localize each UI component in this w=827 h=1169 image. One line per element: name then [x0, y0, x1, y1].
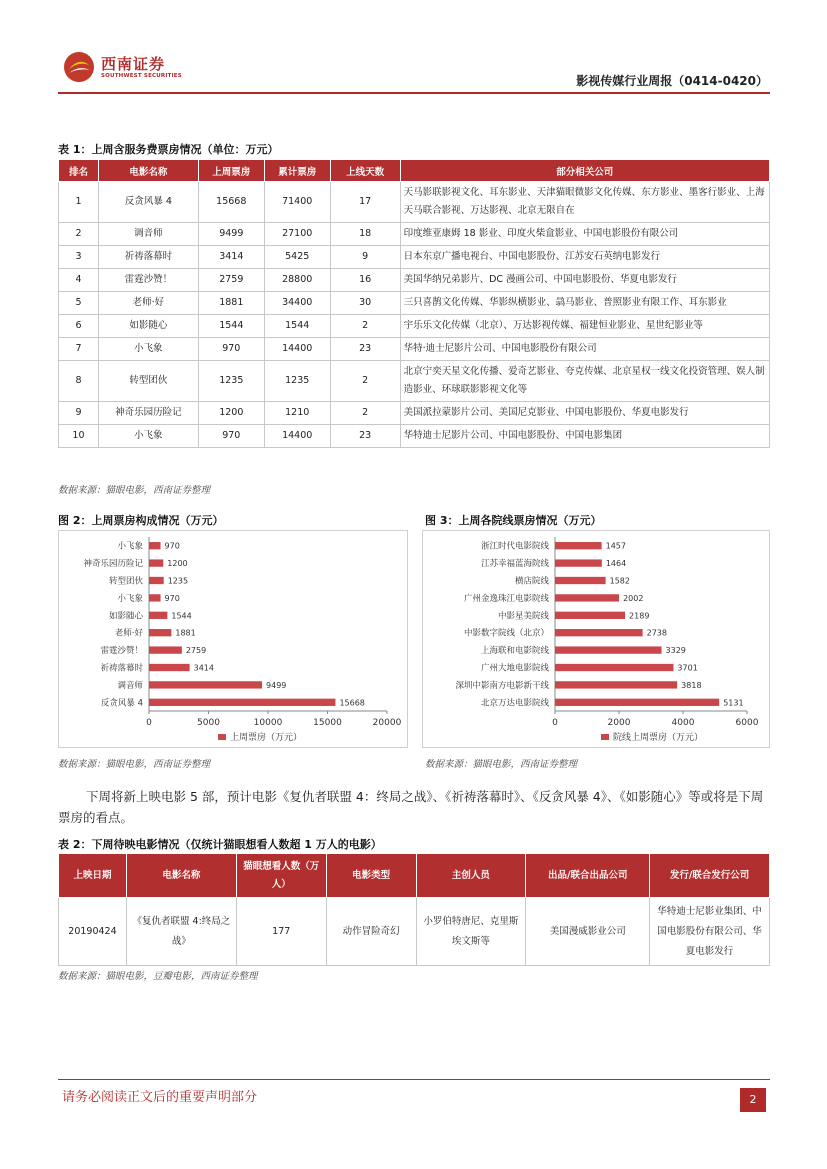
bar [555, 594, 619, 601]
data-label: 3329 [665, 646, 686, 656]
table2-header-cell: 电影类型 [326, 854, 416, 898]
bar [555, 559, 602, 566]
table1-cell: 8 [59, 361, 99, 402]
table1-cell: 神奇乐园历险记 [98, 402, 198, 425]
table1-header-cell: 上周票房 [198, 160, 264, 182]
table1-cell: 如影随心 [98, 315, 198, 338]
table1-cell: 18 [330, 223, 400, 246]
table1-row [59, 292, 770, 315]
table1-cell: 1200 [198, 402, 264, 425]
data-label: 2759 [185, 646, 207, 656]
table2-source: 数据来源：猫眼电影，豆瓣电影，西南证券整理 [58, 971, 258, 982]
table1-cell: 16 [330, 269, 400, 292]
legend-label: 上周票房（万元） [230, 733, 303, 743]
category-label: 转型团伙 [108, 576, 143, 587]
table2-cell: 华特迪士尼影业集团、中国电影股份有限公司、华夏电影发行 [650, 898, 770, 966]
chart2-svg [59, 531, 409, 749]
data-label: 3701 [677, 663, 698, 673]
table1-cell: 3414 [198, 246, 264, 269]
data-label: 2002 [623, 593, 644, 603]
table1-body [59, 182, 770, 448]
legend-swatch [218, 734, 226, 740]
table2-header-cell: 出品/联合出品公司 [526, 854, 650, 898]
upcoming-films-table [58, 853, 770, 966]
table1-cell: 天马影联影视文化、耳东影业、天津猫眼微影文化传媒、东方影业、墨客行影业、上海天马联合影视、万达影视、北京无限自在 [400, 182, 769, 223]
table2-header-cell: 上映日期 [59, 854, 127, 898]
table1-cell: 14400 [264, 425, 330, 448]
body-paragraph: 下周将新上映电影 5 部，预计电影《复仇者联盟 4：终局之战》、《祈祷落幕时》、《反贪风暴 4》、《如影随心》等或将是下周票房的看点。 [58, 789, 764, 825]
table1-cell: 小飞象 [98, 425, 198, 448]
data-label: 1881 [175, 628, 196, 638]
data-label: 3818 [681, 680, 702, 690]
table1-cell: 7 [59, 338, 99, 361]
bar [149, 664, 190, 671]
data-label: 1235 [167, 576, 189, 586]
chart3-caption: 图 3：上周各院线票房情况（万元） [425, 514, 602, 527]
category-label: 横店院线 [514, 576, 549, 587]
data-label: 1457 [605, 541, 626, 551]
table1-row [59, 338, 770, 361]
table1-cell: 1 [59, 182, 99, 223]
table2-cell: 20190424 [59, 898, 127, 966]
logo-mark-icon [63, 51, 95, 83]
footer-notice: 请务必阅读正文后的重要声明部分 [62, 1090, 258, 1105]
category-label: 调音师 [117, 680, 143, 691]
chart3-svg [423, 531, 771, 749]
table1-cell: 2 [59, 223, 99, 246]
table1-row [59, 269, 770, 292]
bar [555, 542, 602, 549]
table1-cell: 9 [330, 246, 400, 269]
category-label: 祈祷落幕时 [100, 663, 143, 674]
table1-cell: 2 [330, 402, 400, 425]
chart2-source: 数据来源：猫眼电影，西南证券整理 [58, 759, 211, 770]
table1-cell: 9 [59, 402, 99, 425]
table1-cell: 5425 [264, 246, 330, 269]
category-label: 如影随心 [108, 611, 143, 622]
table1-cell: 美国华纳兄弟影片、DC 漫画公司、中国电影股份、华夏电影发行 [400, 269, 769, 292]
data-label: 2738 [646, 628, 667, 638]
data-label: 15668 [339, 698, 365, 708]
table1-cell: 30 [330, 292, 400, 315]
chart2-caption: 图 2：上周票房构成情况（万元） [58, 514, 224, 527]
table1-cell: 三只喜鹊文化传媒、华影纵横影业、骉马影业、普照影业有限工作、耳东影业 [400, 292, 769, 315]
category-label: 神奇乐园历险记 [83, 559, 143, 570]
x-tick-label: 5000 [197, 718, 220, 728]
category-label: 北京万达电影院线 [480, 698, 549, 709]
legend-swatch [601, 734, 609, 740]
table1-cell: 印度维亚康姆 18 影业、印度火柴盒影业、中国电影股份有限公司 [400, 223, 769, 246]
table2-header-row [59, 854, 770, 898]
x-tick-label: 20000 [372, 718, 402, 728]
category-label: 中影星美院线 [497, 611, 549, 622]
table1-cell: 10 [59, 425, 99, 448]
category-label: 深圳中影南方电影新干线 [455, 680, 549, 691]
category-label: 浙江时代电影院线 [480, 541, 549, 552]
table1-row [59, 361, 770, 402]
table2-cell: 《复仇者联盟 4:终局之战》 [126, 898, 236, 966]
table1-row [59, 182, 770, 223]
category-label: 上海联和电影院线 [480, 646, 549, 657]
bar [149, 612, 167, 619]
table1-cell: 1210 [264, 402, 330, 425]
category-label: 老师·好 [114, 628, 143, 639]
chart2-frame [58, 530, 408, 748]
page-number: 2 [740, 1088, 766, 1112]
table1-cell: 调音师 [98, 223, 198, 246]
bar [149, 699, 335, 706]
table2-header-cell: 猫眼想看人数（万人） [236, 854, 326, 898]
data-label: 1200 [167, 559, 188, 569]
table1-cell: 23 [330, 425, 400, 448]
logo-text-cn: 西南证券 [101, 55, 166, 73]
bar [555, 612, 625, 619]
table2-cell: 177 [236, 898, 326, 966]
table1-cell: 23 [330, 338, 400, 361]
table1-cell: 71400 [264, 182, 330, 223]
table1-cell: 15668 [198, 182, 264, 223]
table1-cell: 小飞象 [98, 338, 198, 361]
data-label: 1582 [609, 576, 630, 586]
table1-cell: 2759 [198, 269, 264, 292]
table1-cell: 6 [59, 315, 99, 338]
category-label: 广州金逸珠江电影院线 [463, 593, 549, 604]
x-tick-label: 6000 [735, 718, 759, 728]
table1-cell: 2 [330, 361, 400, 402]
table1-row [59, 402, 770, 425]
x-tick-label: 15000 [313, 718, 342, 728]
bar [555, 664, 673, 671]
data-label: 5131 [723, 698, 744, 708]
table1-cell: 1544 [264, 315, 330, 338]
table1-cell: 14400 [264, 338, 330, 361]
table2-caption: 表 2：下周待映电影情况（仅统计猫眼想看人数超 1 万人的电影） [58, 838, 382, 851]
table1-cell: 老师·好 [98, 292, 198, 315]
table1-cell: 转型团伙 [98, 361, 198, 402]
table1-row [59, 425, 770, 448]
bar [555, 629, 643, 636]
data-label: 2189 [629, 611, 650, 621]
chart3-source: 数据来源：猫眼电影，西南证券整理 [425, 759, 578, 770]
legend-label: 院线上周票房（万元） [613, 733, 704, 743]
bar [555, 646, 662, 653]
bar [149, 542, 161, 549]
table1-cell: 北京宁奕天星文化传播、爱奇艺影业、夸克传媒、北京星权一线文化投资管理、娱人制造影业、环球联影影视文化等 [400, 361, 769, 402]
box-office-table [58, 159, 770, 448]
table1-cell: 970 [198, 338, 264, 361]
table1-header-cell: 累计票房 [264, 160, 330, 182]
data-label: 970 [164, 593, 180, 603]
table2-header-cell: 主创人员 [416, 854, 526, 898]
bar [149, 594, 161, 601]
table1-cell: 34400 [264, 292, 330, 315]
data-label: 1544 [171, 611, 192, 621]
table2-header-cell: 电影名称 [126, 854, 236, 898]
table1-cell: 宇乐乐文化传媒（北京）、万达影视传媒、福建恒业影业、星世纪影业等 [400, 315, 769, 338]
table2-body [59, 898, 770, 966]
table1-cell: 雷霆沙赞！ [98, 269, 198, 292]
table2-row [59, 898, 770, 966]
table1-row [59, 223, 770, 246]
table1-header-cell: 电影名称 [98, 160, 198, 182]
category-label: 广州大地电影院线 [480, 663, 549, 674]
report-title: 影视传媒行业周报（0414-0420） [576, 74, 768, 88]
bar [149, 629, 171, 636]
table1-row [59, 315, 770, 338]
bar [149, 681, 262, 688]
table1-cell: 27100 [264, 223, 330, 246]
table1-cell: 28800 [264, 269, 330, 292]
table1-header-cell: 部分相关公司 [400, 160, 769, 182]
bar [555, 699, 719, 706]
bar [555, 577, 606, 584]
bar [149, 646, 182, 653]
category-label: 中影数字院线（北京） [463, 628, 549, 639]
table1-cell: 1881 [198, 292, 264, 315]
table1-cell: 1544 [198, 315, 264, 338]
table1-cell: 1235 [264, 361, 330, 402]
bar [149, 559, 163, 566]
table1-header-row [59, 160, 770, 182]
chart3-frame [422, 530, 770, 748]
table1-cell: 美国派拉蒙影片公司、美国尼克影业、中国电影股份、华夏电影发行 [400, 402, 769, 425]
category-label: 江苏幸福蓝海院线 [480, 559, 549, 570]
data-label: 970 [164, 541, 180, 551]
table1-cell: 4 [59, 269, 99, 292]
data-label: 3414 [193, 663, 214, 673]
table1-cell: 1235 [198, 361, 264, 402]
table1-cell: 2 [330, 315, 400, 338]
logo-text-en: SOUTHWEST SECURITIES [101, 73, 182, 79]
table1-header-cell: 上线天数 [330, 160, 400, 182]
table1-cell: 5 [59, 292, 99, 315]
table2-cell: 小罗伯特唐尼、克里斯埃文斯等 [416, 898, 526, 966]
table1-row [59, 246, 770, 269]
x-tick-label: 10000 [253, 718, 283, 728]
category-label: 小飞象 [117, 593, 143, 604]
x-tick-label: 0 [146, 718, 152, 728]
table2-cell: 美国漫威影业公司 [526, 898, 650, 966]
bar [149, 577, 164, 584]
x-tick-label: 4000 [671, 718, 695, 728]
table1-cell: 9499 [198, 223, 264, 246]
table1-cell: 华特·迪士尼影片公司、中国电影股份有限公司 [400, 338, 769, 361]
page-header [58, 44, 770, 94]
company-logo [63, 51, 193, 85]
data-label: 9499 [266, 680, 287, 690]
category-label: 小飞象 [117, 541, 143, 552]
table1-cell: 17 [330, 182, 400, 223]
table1-cell: 970 [198, 425, 264, 448]
table1-source: 数据来源：猫眼电影，西南证券整理 [58, 485, 211, 496]
table1-caption: 表 1：上周含服务费票房情况（单位：万元） [58, 143, 279, 156]
table2-cell: 动作冒险奇幻 [326, 898, 416, 966]
bar [555, 681, 677, 688]
table1-cell: 反贪风暴 4 [98, 182, 198, 223]
table2-header-cell: 发行/联合发行公司 [650, 854, 770, 898]
table1-header-cell: 排名 [59, 160, 99, 182]
table1-cell: 祈祷落幕时 [98, 246, 198, 269]
x-tick-label: 0 [552, 718, 558, 728]
data-label: 1464 [605, 559, 627, 569]
table1-cell: 3 [59, 246, 99, 269]
x-tick-label: 2000 [607, 718, 631, 728]
category-label: 雷霆沙赞！ [100, 646, 143, 657]
table1-cell: 华特迪士尼影片公司、中国电影股份、中国电影集团 [400, 425, 769, 448]
category-label: 反贪风暴 4 [100, 698, 143, 709]
table1-cell: 日本东京广播电视台、中国电影股份、江苏安石英纳电影发行 [400, 246, 769, 269]
footer-divider [58, 1079, 770, 1080]
